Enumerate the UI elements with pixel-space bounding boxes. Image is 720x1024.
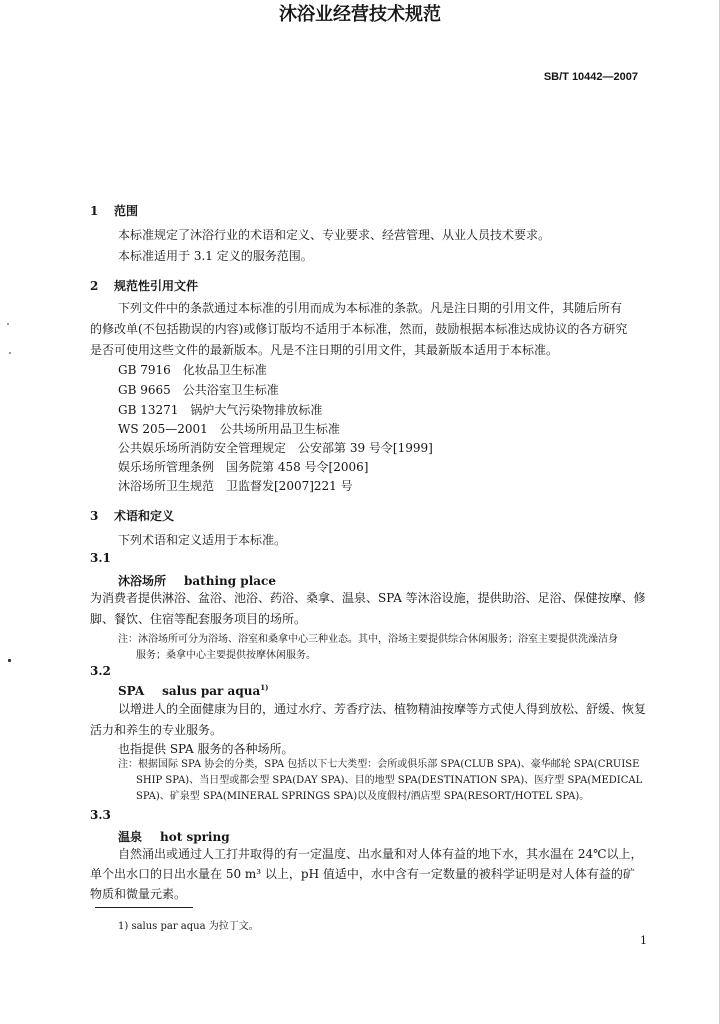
clause-number-3-3: 3.3	[90, 808, 111, 822]
section-3-heading	[90, 507, 174, 524]
section-1-heading	[90, 202, 138, 219]
paragraph-line: 下列文件中的条款通过本标准的引用而成为本标准的条款。凡是注日期的引用文件，其随后所有	[118, 301, 623, 315]
footnote-rule	[95, 907, 193, 908]
scan-speck	[8, 659, 11, 662]
term-cn: 沐浴场所	[118, 574, 167, 588]
reference-item: GB 9665 公共浴室卫生标准	[118, 383, 279, 397]
term-en: salus par aqua	[162, 684, 261, 698]
section-title: 规范性引用文件	[114, 279, 199, 293]
paragraph: 下列术语和定义适用于本标准。	[118, 533, 287, 547]
term-en: hot spring	[160, 830, 230, 844]
section-title: 术语和定义	[114, 509, 175, 523]
section-number: 2	[90, 279, 99, 293]
term-heading	[118, 828, 230, 845]
page-number: 1	[640, 934, 647, 947]
definition-line: 自然涌出或通过人工打井取得的有一定温度、出水量和对人体有益的地下水，其水温在 24℃以上，	[118, 847, 643, 861]
footnote: 1) salus par aqua 为拉丁文。	[118, 921, 259, 932]
note-line: 注：沐浴场所可分为浴场、浴室和桑拿中心三种业态。其中，浴场主要提供综合休闲服务；浴室主要提供洗澡洁身	[118, 634, 618, 645]
reference-item: WS 205—2001 公共场所用品卫生标准	[118, 422, 340, 436]
paragraph: 本标准规定了沐浴行业的术语和定义、专业要求、经营管理、从业人员技术要求。	[118, 228, 551, 242]
reference-item: 娱乐场所管理条例 国务院第 458 号令[2006]	[118, 460, 369, 474]
definition-line: 活力和养生的专业服务。	[90, 723, 223, 737]
clause-number-3-2: 3.2	[90, 664, 111, 678]
clause-number-3-1: 3.1	[90, 551, 111, 565]
term-cn: 温泉	[118, 830, 143, 844]
reference-item: GB 13271 锅炉大气污染物排放标准	[118, 403, 323, 417]
note-line: 注：根据国际 SPA 协会的分类，SPA 包括以下七大类型：会所或俱乐部 SPA(CLUB SPA)、豪华邮轮 SPA(CRUISE	[118, 759, 640, 770]
term-en: bathing place	[184, 574, 276, 588]
term-heading	[118, 572, 276, 589]
definition-line: 脚、餐饮、住宿等配套服务项目的场所。	[90, 612, 307, 626]
scan-speck	[9, 352, 11, 354]
definition-line: 单个出水口的日出水量在 50 m³ 以上，pH 值适中，水中含有一定数量的被科学证明是对人体有益的矿	[90, 867, 635, 881]
definition-line: 物质和微量元素。	[90, 887, 187, 901]
section-number: 3	[90, 509, 99, 523]
document-title: 沐浴业经营技术规范	[279, 4, 441, 25]
definition-line: 以增进人的全面健康为目的，通过水疗、芳香疗法、植物精油按摩等方式使人得到放松、舒缓、恢复	[118, 702, 647, 716]
note-line: 服务；桑拿中心主要提供按摩休闲服务。	[136, 650, 316, 661]
term-heading	[118, 683, 268, 698]
scan-speck	[7, 323, 9, 325]
paragraph-line: 的修改单(不包括勘误的内容)或修订版均不适用于本标准，然而，鼓励根据本标准达成协议的各方研究	[90, 322, 628, 336]
reference-item: 公共娱乐场所消防安全管理规定 公安部第 39 号令[1999]	[118, 441, 433, 455]
term-cn: SPA	[118, 684, 145, 698]
paragraph: 本标准适用于 3.1 定义的服务范围。	[118, 249, 313, 263]
note-line: SHIP SPA)、当日型或都会型 SPA(DAY SPA)、目的地型 SPA(DESTINATION SPA)、医疗型 SPA(MEDICAL	[136, 775, 643, 786]
section-number: 1	[90, 204, 99, 218]
note-line: SPA)、矿泉型 SPA(MINERAL SPRINGS SPA)以及度假村/酒店型 SPA(RESORT/HOTEL SPA)。	[136, 791, 590, 802]
footnote-mark: 1)	[260, 683, 269, 692]
reference-item: GB 7916 化妆品卫生标准	[118, 363, 267, 377]
standard-number: SB/T 10442—2007	[543, 71, 638, 83]
reference-item: 沐浴场所卫生规范 卫监督发[2007]221 号	[118, 479, 353, 493]
definition-line: 为消费者提供淋浴、盆浴、池浴、药浴、桑拿、温泉、SPA 等沐浴设施，提供助浴、足浴、保健按摩、修	[90, 591, 646, 605]
definition-line: 也指提供 SPA 服务的各种场所。	[118, 742, 294, 756]
section-title: 范围	[114, 204, 139, 218]
paragraph-line: 是否可使用这些文件的最新版本。凡是不注日期的引用文件，其最新版本适用于本标准。	[90, 343, 559, 357]
section-2-heading	[90, 277, 198, 294]
